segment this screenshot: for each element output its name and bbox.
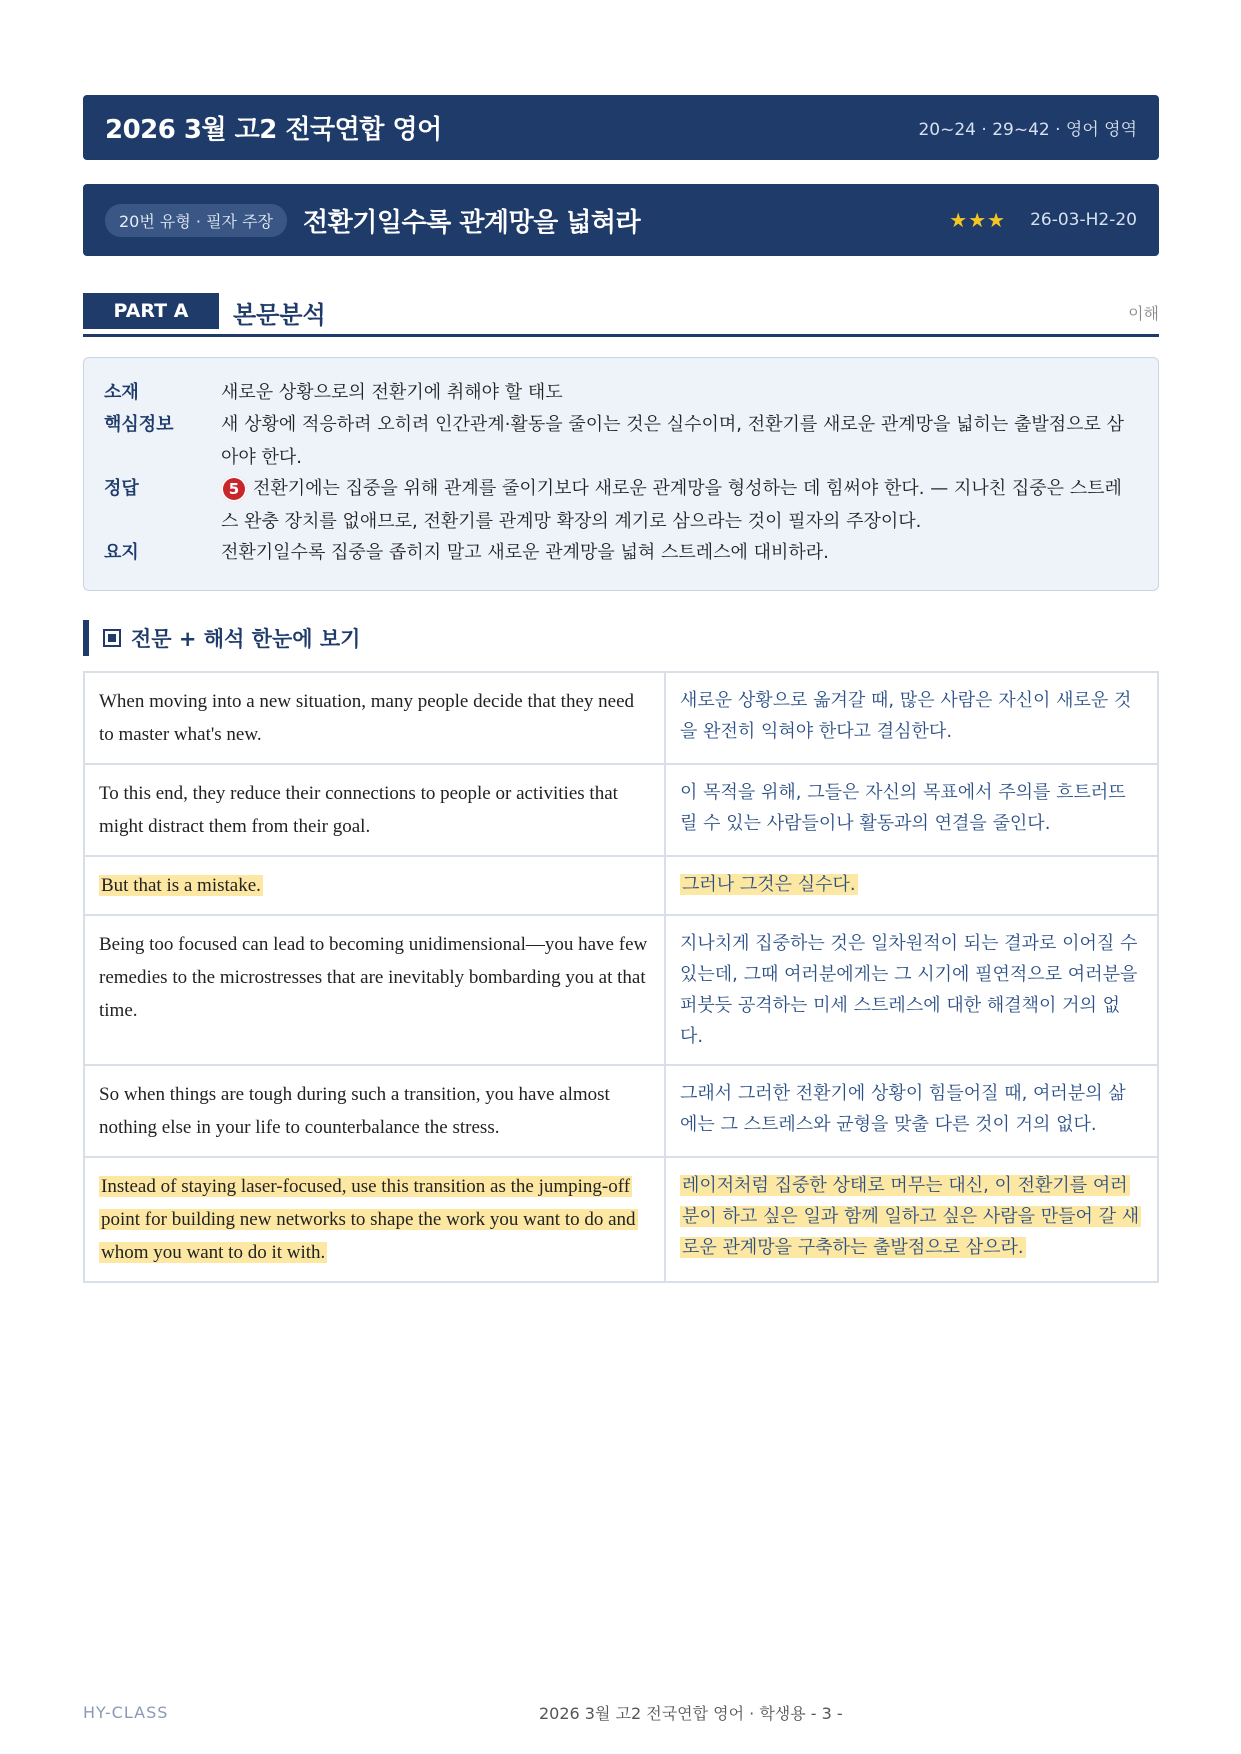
english-sentence: When moving into a new situation, many people decide that they need to master what's new. bbox=[84, 672, 665, 764]
korean-translation: 지나치게 집중하는 것은 일차원적이 되는 결과로 이어질 수 있는데, 그때 여러분에게는 그 시기에 필연적으로 여러분을 퍼붓듯 공격하는 미세 스트레스에 대한 해결책이 거의 없다. bbox=[665, 915, 1158, 1065]
english-sentence-highlighted: Instead of staying laser-focused, use this transition as the jumping-off point for building new networks to shape the work you want to do and whom you want to do it with. bbox=[101, 1176, 636, 1263]
summary-box bbox=[83, 357, 1159, 591]
table-row bbox=[84, 1065, 1158, 1157]
answer-text: 전환기에는 집중을 위해 관계를 줄이기보다 새로운 관계망을 형성하는 데 힘써야 한다. — 지나친 집중은 스트레스 완충 장치를 없애므로, 전환기를 관계망 확장의 계기로 삼으라는 것이 필자의 주장이다. bbox=[221, 478, 1122, 532]
table-row bbox=[84, 915, 1158, 1065]
part-header bbox=[83, 293, 1159, 337]
summary-core: 새 상황에 적응하려 오히려 인간관계·활동을 줄이는 것은 실수이며, 전환기를 새로운 관계망을 넓히는 출발점으로 삼아야 한다. bbox=[221, 414, 1125, 468]
question-code: 26-03-H2-20 bbox=[1030, 210, 1137, 230]
page-footer bbox=[83, 1697, 1159, 1727]
question-type-pill: 20번 유형 · 필자 주장 bbox=[105, 204, 287, 237]
summary-topic-row bbox=[104, 376, 1138, 409]
part-category: 이해 bbox=[1128, 304, 1159, 323]
korean-translation-cell bbox=[665, 856, 1158, 915]
summary-core-row bbox=[104, 408, 1138, 474]
difficulty-stars-icon: ★★★ bbox=[949, 208, 1007, 232]
square-bullet-icon bbox=[103, 629, 121, 647]
table-row bbox=[84, 856, 1158, 915]
question-banner bbox=[83, 184, 1159, 256]
korean-translation-highlighted: 그러나 그것은 실수다. bbox=[682, 874, 856, 895]
english-sentence-highlighted: But that is a mistake. bbox=[101, 875, 261, 896]
english-sentence-cell bbox=[84, 856, 665, 915]
answer-number-badge: 5 bbox=[221, 476, 247, 502]
summary-label: 소재 bbox=[104, 382, 139, 403]
passage-table bbox=[83, 671, 1159, 1283]
summary-answer-row bbox=[104, 472, 1138, 538]
summary-label: 요지 bbox=[104, 542, 139, 563]
korean-translation-highlighted: 레이저처럼 집중한 상태로 머무는 대신, 이 전환기를 여러분이 하고 싶은 일과 함께 일하고 싶은 사람을 만들어 갈 새로운 관계망을 구축하는 출발점으로 삼으라. bbox=[682, 1175, 1140, 1258]
section-heading-text: 전문 + 해석 한눈에 보기 bbox=[131, 627, 361, 651]
footer-page-info: 2026 3월 고2 전국연합 영어 · 학생용 - 3 - bbox=[539, 1703, 843, 1723]
document-header-banner bbox=[83, 95, 1159, 160]
question-range: 20~24 · 29~42 · 영어 영역 bbox=[918, 120, 1137, 140]
section-heading bbox=[83, 620, 360, 656]
summary-gist: 전환기일수록 집중을 좁히지 말고 새로운 관계망을 넓혀 스트레스에 대비하라. bbox=[221, 542, 829, 563]
part-title: 본문분석 bbox=[233, 301, 326, 329]
question-title: 전환기일수록 관계망을 넓혀라 bbox=[302, 207, 641, 238]
korean-translation-cell bbox=[665, 1157, 1158, 1282]
english-sentence: Being too focused can lead to becoming unidimensional—you have few remedies to the microstresses that are inevitably bombarding you at that time. bbox=[84, 915, 665, 1065]
korean-translation: 새로운 상황으로 옮겨갈 때, 많은 사람은 자신이 새로운 것을 완전히 익혀야 한다고 결심한다. bbox=[665, 672, 1158, 764]
table-row bbox=[84, 764, 1158, 856]
table-row bbox=[84, 1157, 1158, 1282]
summary-label: 핵심정보 bbox=[104, 414, 174, 435]
english-sentence: To this end, they reduce their connections to people or activities that might distract them from their goal. bbox=[84, 764, 665, 856]
table-row bbox=[84, 672, 1158, 764]
english-sentence-cell bbox=[84, 1157, 665, 1282]
summary-label: 정답 bbox=[104, 478, 139, 499]
summary-answer bbox=[221, 472, 1138, 538]
korean-translation: 그래서 그러한 전환기에 상황이 힘들어질 때, 여러분의 삶에는 그 스트레스와 균형을 맞출 다른 것이 거의 없다. bbox=[665, 1065, 1158, 1157]
footer-brand: HY-CLASS bbox=[83, 1702, 169, 1722]
summary-gist-row bbox=[104, 536, 1138, 569]
part-tag: PART A bbox=[83, 293, 219, 329]
summary-topic: 새로운 상황으로의 전환기에 취해야 할 태도 bbox=[221, 382, 563, 403]
korean-translation: 이 목적을 위해, 그들은 자신의 목표에서 주의를 흐트러뜨릴 수 있는 사람들이나 활동과의 연결을 줄인다. bbox=[665, 764, 1158, 856]
english-sentence: So when things are tough during such a transition, you have almost nothing else in your life to counterbalance the stress. bbox=[84, 1065, 665, 1157]
document-title: 2026 3월 고2 전국연합 영어 bbox=[105, 115, 442, 145]
